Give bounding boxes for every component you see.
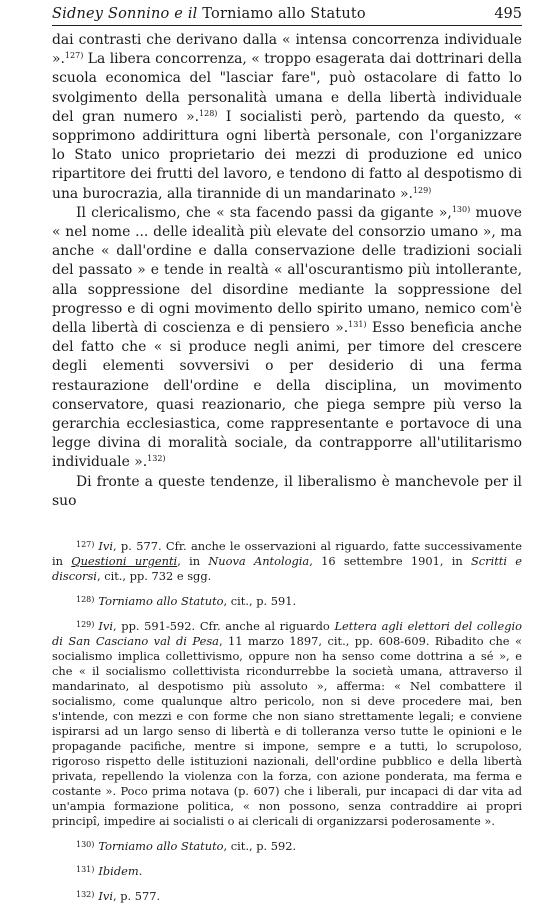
text-span: Torniamo allo Statuto: [98, 839, 224, 854]
text-span: , in: [177, 554, 209, 569]
footnote-number: 127): [76, 540, 95, 550]
page-number: 495: [494, 6, 522, 22]
running-head-work: Torniamo allo Statuto: [197, 6, 366, 22]
text-span: Questioni urgenti: [71, 554, 178, 569]
text-span: Scritti e discorsi: [52, 554, 523, 584]
footnote-130: [52, 837, 522, 854]
text-span: , p. 577. Cfr. anche le osservazioni al riguardo, fatte successivamente in: [52, 539, 522, 569]
footnote-132: [52, 887, 522, 904]
footnote-number: 130): [76, 840, 95, 850]
text-span: , cit., p. 591.: [223, 594, 297, 609]
running-header: [52, 6, 522, 26]
text-span: muove « nel nome ... delle idealità più elevate del consorzio umano », ma anche « dall'ordine e dalla conservazione delle tradizioni sociali del passato » e tende in realtà « all'oscurantismo più intollerante, alla soppressione del disordine mediante la soppressione del progresso e di ogni movimento dello spirito umano, nemico com'è della libertà di coscienza e di pensiero ».: [52, 204, 522, 337]
footnote-number: 131): [76, 865, 95, 875]
paragraph-2: [52, 204, 522, 473]
text-span: , p. 577.: [112, 889, 161, 904]
text-span: Il clericalismo, che « sta facendo passi da gigante »,: [76, 204, 452, 221]
footnote-ref: 127): [64, 51, 84, 61]
paragraph-1: [52, 31, 522, 204]
footnote-number: 129): [76, 620, 95, 630]
footnote-ref: 130): [451, 204, 471, 214]
footnote-ref: 128): [199, 108, 218, 118]
text-span: Nuova Antologia: [208, 554, 310, 569]
footnotes: [52, 537, 522, 904]
text-span: La libera concorrenza, « troppo esagerata dai dottrinari della scuola economica del "lasciar fare", può ostacolare di fatto lo svolgimento della personalità umana e della libertà individuale del gran numero ».: [52, 51, 522, 125]
footnote-ref: 131): [348, 320, 367, 330]
footnote-131: [52, 862, 522, 879]
text-span: , 16 settembre 1901, in: [309, 554, 471, 569]
footnote-128: [52, 592, 522, 609]
text-span: , cit., pp. 732 e sgg.: [96, 569, 212, 584]
text-span: Ibidem: [98, 864, 139, 879]
text-span: , cit., p. 592.: [223, 839, 297, 854]
text-span: Esso beneficia anche del fatto che « si produce negli animi, per timore del crescere degli elementi sovversivi o per desiderio di una ferma restaurazione dell'ordine e della disciplina, un movimento conservatore, quasi reazionario, che piega sempre più verso la gerarchia ecclesiastica, come rappresentante e portavoce di una legge divina di moralità sociale, da contrapporre all'utilitarismo individuale ».: [52, 320, 522, 471]
running-head-title: [52, 6, 366, 22]
footnote-ref: 129): [412, 185, 432, 195]
text-span: , pp. 591-592. Cfr. anche al riguardo: [112, 619, 335, 634]
running-head-author: Sidney Sonnino e il: [52, 6, 198, 22]
text-span: , 11 marzo 1897, cit., pp. 608-609. Ribadito che « socialismo implica collettivismo, oppure non ha senso come dottrina a sé », e che « il socialismo collettivista ricondurrebbe la società umana, attraverso il mandarinato, al despotismo più assoluto », afferma: « Nel combattere il socialismo, come qualunque altro pericolo, non si deve procedere mai, ben s'intende, con mezzi e con forme che non siano strettamente legali; e conviene ispirarsi ad un largo senso di libertà e di tolleranza verso tutte le opinioni e le propagande pacifiche, mentre si impone, sempre e a tutti, lo scrupoloso, rigoroso rispetto delle istituzioni nazionali, dell'ordine pubblico e della libertà privata, repellendo la violenza con la forza, con azione ponderata, ma ferma e costante ». Poco prima notava (p. 607) che i liberali, pur incapaci di dar vita ad un'ampia formazione politica, « non possono, senza contraddire ai propri principî, impedire ai socialisti o ai clericali di organizzarsi poderosamente ».: [52, 634, 522, 829]
text-span: Lettera agli elettori del collegio di San Casciano val di Pesa: [52, 619, 522, 649]
text-span: Ivi: [98, 539, 113, 554]
footnote-number: 128): [76, 595, 95, 605]
text-span: Torniamo allo Statuto: [98, 594, 224, 609]
footnote-number: 132): [76, 890, 95, 900]
footnote-127: [52, 537, 522, 584]
footnote-ref: 132): [147, 454, 166, 464]
text-span: dai contrasti che derivano dalla « intensa concorrenza individuale ».: [52, 32, 522, 68]
text-span: .: [138, 864, 143, 879]
text-span: Ivi: [98, 619, 113, 634]
paragraph-3: Di fronte a queste tendenze, il liberalismo è manchevole per il suo: [52, 473, 522, 509]
text-span: I socialisti però, partendo da questo, « sopprimono addirittura ogni libertà personale, con l'organizzare lo Stato unico proprietario dei mezzi di produzione ed unico ripartitore dei frutti del lavoro, e tendono di fatto al despotismo di una burocrazia, alla tirannide di un mandarinato ».: [52, 108, 522, 202]
text-span: Ivi: [98, 889, 113, 904]
footnote-129: [52, 617, 522, 829]
main-text: [52, 31, 522, 511]
